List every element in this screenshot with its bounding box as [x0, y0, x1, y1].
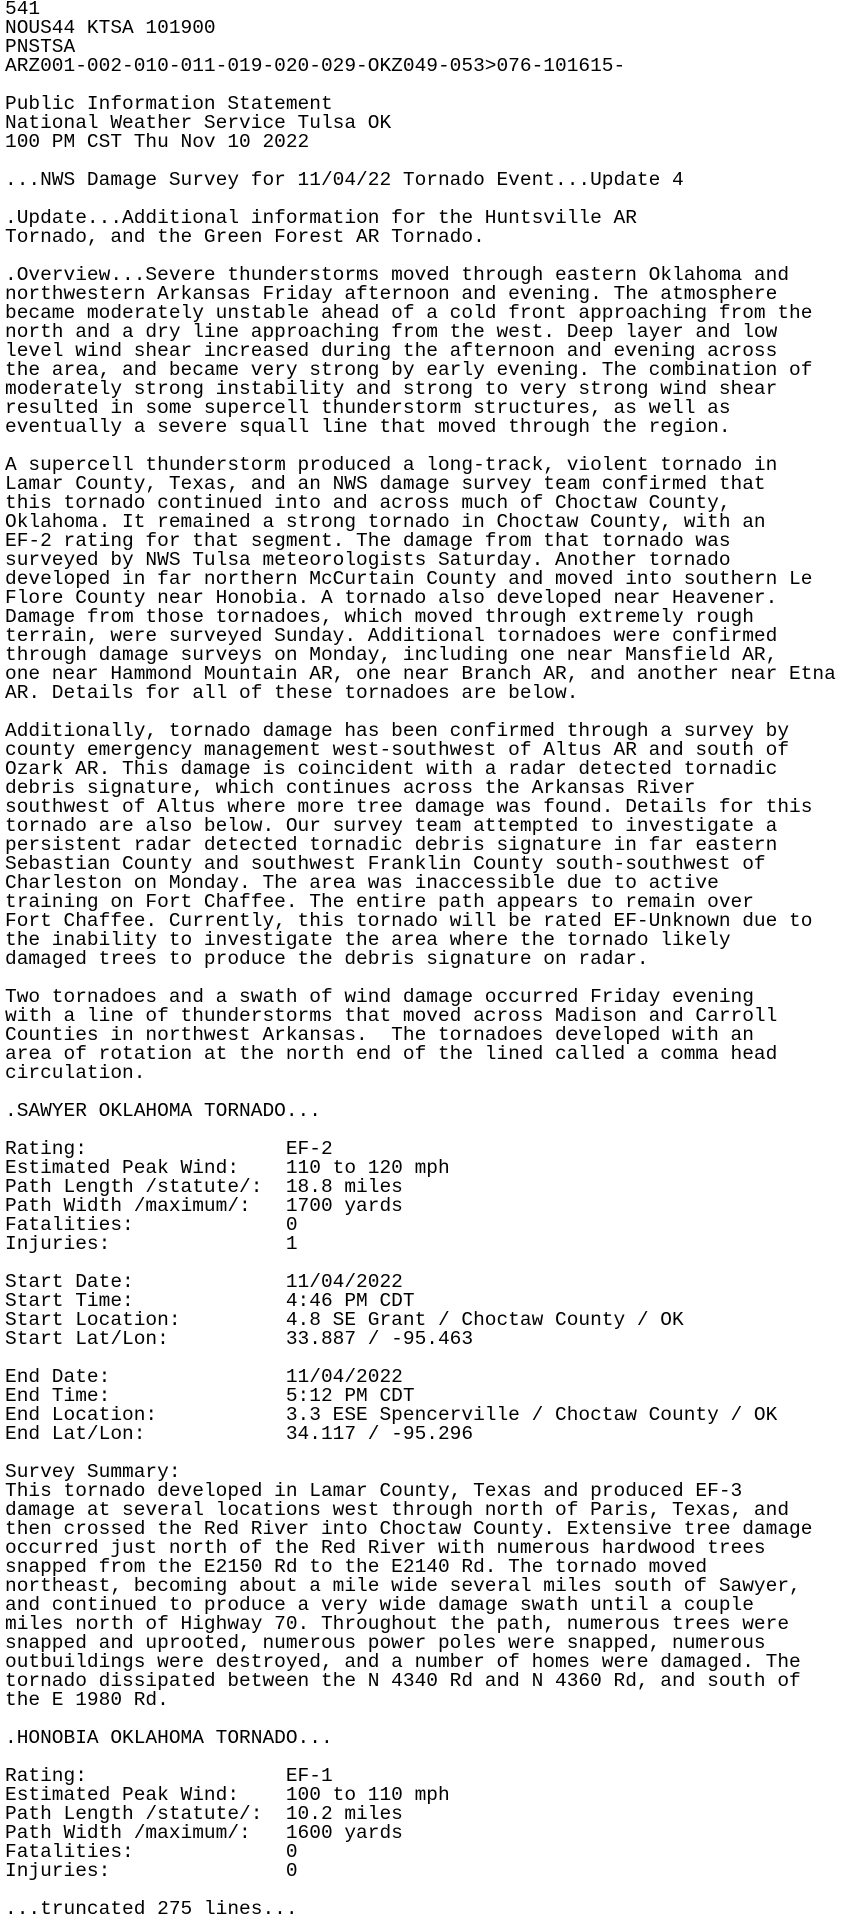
- text-line: ...NWS Damage Survey for 11/04/22 Tornado Event...Update 4: [5, 169, 684, 191]
- text-line: the E 1980 Rd.: [5, 1689, 169, 1711]
- text-line: north and a dry line approaching from the west. Deep layer and low: [5, 321, 778, 343]
- text-line: training on Fort Chaffee. The entire path appears to remain over: [5, 891, 754, 913]
- text-line: tornado are also below. Our survey team attempted to investigate a: [5, 815, 778, 837]
- text-line: Oklahoma. It remained a strong tornado in Choctaw County, with an: [5, 511, 766, 533]
- text-line: resulted in some supercell thunderstorm structures, as well as: [5, 397, 731, 419]
- text-line: eventually a severe squall line that moved through the region.: [5, 416, 731, 438]
- text-line: End Location: 3.3 ESE Spencerville / Choctaw County / OK: [5, 1404, 778, 1426]
- text-line: tornado dissipated between the N 4340 Rd and N 4360 Rd, and south of: [5, 1670, 801, 1692]
- text-line: damage at several locations west through north of Paris, Texas, and: [5, 1499, 790, 1521]
- text-line: PNSTSA: [5, 36, 76, 58]
- text-line: outbuildings were destroyed, and a number of homes were damaged. The: [5, 1651, 801, 1673]
- text-line: and continued to produce a very wide damage swath until a couple: [5, 1594, 754, 1616]
- text-line: Charleston on Monday. The area was inaccessible due to active: [5, 872, 719, 894]
- text-line: snapped and uprooted, numerous power poles were snapped, numerous: [5, 1632, 766, 1654]
- text-line: Start Location: 4.8 SE Grant / Choctaw County / OK: [5, 1309, 684, 1331]
- text-line: End Date: 11/04/2022: [5, 1366, 403, 1388]
- text-line: Estimated Peak Wind: 100 to 110 mph: [5, 1784, 450, 1806]
- text-line: Two tornadoes and a swath of wind damage occurred Friday evening: [5, 986, 754, 1008]
- text-line: 100 PM CST Thu Nov 10 2022: [5, 131, 310, 153]
- text-line: persistent radar detected tornadic debris signature in far eastern: [5, 834, 778, 856]
- text-line: northeast, becoming about a mile wide several miles south of Sawyer,: [5, 1575, 801, 1597]
- text-line: ...truncated 275 lines...: [5, 1898, 298, 1920]
- text-line: Additionally, tornado damage has been confirmed through a survey by: [5, 720, 790, 742]
- text-line: Fatalities: 0: [5, 1214, 298, 1236]
- text-line: Injuries: 1: [5, 1233, 298, 1255]
- text-line: This tornado developed in Lamar County, Texas and produced EF-3: [5, 1480, 743, 1502]
- text-line: A supercell thunderstorm produced a long-track, violent tornado in: [5, 454, 778, 476]
- text-line: one near Hammond Mountain AR, one near Branch AR, and another near Etna: [5, 663, 836, 685]
- text-line: Rating: EF-2: [5, 1138, 333, 1160]
- text-line: became moderately unstable ahead of a cold front approaching from the: [5, 302, 813, 324]
- text-line: damaged trees to produce the debris signature on radar.: [5, 948, 649, 970]
- text-line: Injuries: 0: [5, 1860, 298, 1882]
- text-line: National Weather Service Tulsa OK: [5, 112, 392, 134]
- text-line: End Time: 5:12 PM CDT: [5, 1385, 415, 1407]
- text-line: Flore County near Honobia. A tornado also developed near Heavener.: [5, 587, 778, 609]
- text-line: moderately strong instability and strong to very strong wind shear: [5, 378, 778, 400]
- text-line: Sebastian County and southwest Franklin County south-southwest of: [5, 853, 766, 875]
- text-line: 541: [5, 0, 41, 20]
- text-line: miles north of Highway 70. Throughout the path, numerous trees were: [5, 1613, 790, 1635]
- text-line: Ozark AR. This damage is coincident with a radar detected tornadic: [5, 758, 778, 780]
- text-line: debris signature, which continues across the Arkansas River: [5, 777, 696, 799]
- text-line: .Overview...Severe thunderstorms moved through eastern Oklahoma and: [5, 264, 790, 286]
- text-line: Path Width /maximum/: 1600 yards: [5, 1822, 403, 1844]
- text-line: area of rotation at the north end of the lined called a comma head: [5, 1043, 778, 1065]
- text-line: the area, and became very strong by early evening. The combination of: [5, 359, 813, 381]
- text-line: NOUS44 KTSA 101900: [5, 17, 216, 39]
- text-line: Damage from those tornadoes, which moved through extremely rough: [5, 606, 754, 628]
- text-line: southwest of Altus where more tree damage was found. Details for this: [5, 796, 813, 818]
- text-line: through damage surveys on Monday, including one near Mansfield AR,: [5, 644, 778, 666]
- text-line: ARZ001-002-010-011-019-020-029-OKZ049-053>076-101615-: [5, 55, 626, 77]
- text-line: occurred just north of the Red River with numerous hardwood trees: [5, 1537, 766, 1559]
- text-line: Survey Summary:: [5, 1461, 181, 1483]
- text-line: Rating: EF-1: [5, 1765, 333, 1787]
- text-line: Path Length /statute/: 10.2 miles: [5, 1803, 403, 1825]
- text-line: Public Information Statement: [5, 93, 333, 115]
- text-line: Start Date: 11/04/2022: [5, 1271, 403, 1293]
- text-line: terrain, were surveyed Sunday. Additional tornadoes were confirmed: [5, 625, 778, 647]
- text-line: Counties in northwest Arkansas. The tornadoes developed with an: [5, 1024, 754, 1046]
- text-line: snapped from the E2150 Rd to the E2140 Rd. The tornado moved: [5, 1556, 708, 1578]
- text-line: Lamar County, Texas, and an NWS damage survey team confirmed that: [5, 473, 766, 495]
- text-line: Path Width /maximum/: 1700 yards: [5, 1195, 403, 1217]
- text-line: then crossed the Red River into Choctaw County. Extensive tree damage: [5, 1518, 813, 1540]
- text-line: Start Time: 4:46 PM CDT: [5, 1290, 415, 1312]
- text-line: Estimated Peak Wind: 110 to 120 mph: [5, 1157, 450, 1179]
- text-line: .SAWYER OKLAHOMA TORNADO...: [5, 1100, 321, 1122]
- text-line: EF-2 rating for that segment. The damage from that tornado was: [5, 530, 731, 552]
- text-line: AR. Details for all of these tornadoes are below.: [5, 682, 579, 704]
- text-line: developed in far northern McCurtain County and moved into southern Le: [5, 568, 813, 590]
- text-line: Path Length /statute/: 18.8 miles: [5, 1176, 403, 1198]
- text-line: northwestern Arkansas Friday afternoon and evening. The atmosphere: [5, 283, 778, 305]
- text-line: circulation.: [5, 1062, 146, 1084]
- text-line: Start Lat/Lon: 33.887 / -95.463: [5, 1328, 474, 1350]
- text-line: surveyed by NWS Tulsa meteorologists Saturday. Another tornado: [5, 549, 731, 571]
- text-line: End Lat/Lon: 34.117 / -95.296: [5, 1423, 474, 1445]
- text-line: Tornado, and the Green Forest AR Tornado.: [5, 226, 485, 248]
- text-line: .HONOBIA OKLAHOMA TORNADO...: [5, 1727, 333, 1749]
- text-line: Fatalities: 0: [5, 1841, 298, 1863]
- text-line: county emergency management west-southwest of Altus AR and south of: [5, 739, 790, 761]
- text-line: .Update...Additional information for the Huntsville AR: [5, 207, 637, 229]
- text-line: the inability to investigate the area where the tornado likely: [5, 929, 731, 951]
- text-line: Fort Chaffee. Currently, this tornado will be rated EF-Unknown due to: [5, 910, 813, 932]
- text-line: with a line of thunderstorms that moved across Madison and Carroll: [5, 1005, 778, 1027]
- text-line: level wind shear increased during the afternoon and evening across: [5, 340, 778, 362]
- text-line: this tornado continued into and across much of Choctaw County,: [5, 492, 731, 514]
